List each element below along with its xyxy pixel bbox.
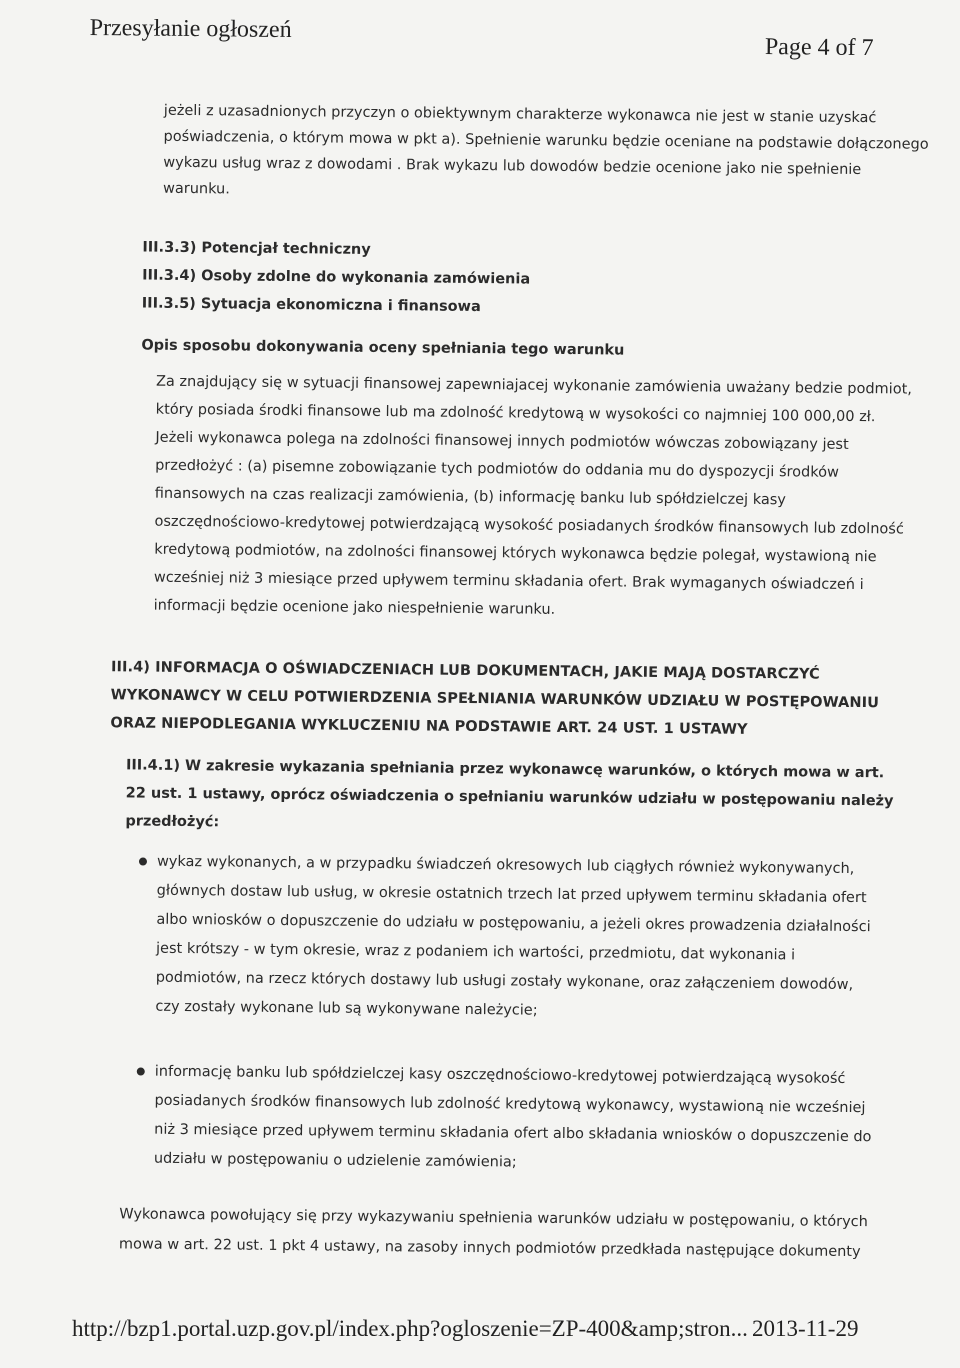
text-line: przedłożyć : (a) pisemne zobowiązanie tych podmiotów do oddania mu do dyspozycji środków	[155, 457, 839, 481]
footer-url: http://bzp1.portal.uzp.gov.pl/index.php?ogloszenie=ZP-400&amp;stron...	[72, 1316, 748, 1341]
text-line: jeżeli z uzasadnionych przyczyn o obiektywnym charakterze wykonawca nie jest w stanie uzyskać	[163, 102, 877, 127]
text-line: kredytową podmiotów, na zdolności finansowej których wykonawca będzie polegał, wystawioną nie	[154, 541, 877, 566]
text-line: mowa w art. 22 ust. 1 pkt 4 ustawy, na zasoby innych podmiotów przedkłada następujące dokumenty	[118, 1236, 861, 1261]
section-heading-line: 22 ust. 1 ustawy, oprócz oświadczenia o spełnianiu warunków udziału w postępowaniu należy	[125, 785, 894, 810]
bullet-icon	[137, 1067, 145, 1075]
text-line: Wykonawca powołujący się przy wykazywaniu spełnienia warunków udziału w postępowaniu, o których	[119, 1206, 868, 1231]
page-footer	[72, 1316, 859, 1342]
paragraph-closing	[119, 1199, 868, 1267]
page-header-title: Przesyłanie ogłoszeń	[89, 14, 292, 44]
text-line: warunku.	[162, 180, 230, 198]
text-line: finansowych na czas realizacji zamówienia, (b) informację banku lub spółdzielczej kasy	[154, 485, 786, 509]
section-heading: III.3.4) Osoby zdolne do wykonania zamówienia	[142, 267, 531, 288]
section-heading-line: III.4) INFORMACJA O OŚWIADCZENIACH LUB DOKUMENTACH, JAKIE MAJĄ DOSTARCZYĆ	[110, 659, 820, 683]
section-iii41-heading	[125, 751, 894, 843]
section-heading: III.3.5) Sytuacja ekonomiczna i finansowa	[141, 295, 481, 316]
text-line: informację banku lub spółdzielczej kasy oszczędnościowo-kredytowej potwierdzającą wysokość	[154, 1063, 846, 1087]
paragraph-condition	[163, 98, 929, 210]
text-line: posiadanych środków finansowych lub zdolność kredytową wykonawcy, wystawioną nie wcześniej	[154, 1092, 866, 1117]
text-line: głównych dostaw lub usług, w okresie ostatnich trzech lat przed upływem terminu składania ofert	[156, 882, 867, 907]
section-heading: III.3.3) Potencjał techniczny	[142, 239, 371, 258]
paragraph-financial	[154, 368, 913, 628]
text-line: wykazu usług wraz z dowodami . Brak wykazu lub dowodów bedzie ocenione jako nie spełnienie	[163, 154, 862, 179]
text-line: wcześniej niż 3 miesiące przed upływem terminu składania ofert. Brak wymaganych oświadczeń i	[153, 569, 864, 594]
bullet-icon	[139, 858, 147, 866]
page-number: Page 4 of 7	[764, 34, 874, 62]
text-line: jest krótszy - w tym okresie, wraz z podaniem ich wartości, przedmiotu, dat wykonania i	[155, 940, 796, 964]
section-heading-line: WYKONAWCY W CELU POTWIERDZENIA SPEŁNIANIA WARUNKÓW UDZIAŁU W POSTĘPOWANIU	[110, 687, 880, 712]
bullet-item-services-list	[155, 848, 871, 1029]
section-iii4-heading	[110, 653, 879, 745]
text-line: który posiada środki finansowe lub ma zdolność kredytową w wysokości co najmniej 100 000,00 zł.	[155, 401, 876, 426]
assessment-heading: Opis sposobu dokonywania oceny spełniania tego warunku	[141, 337, 625, 359]
text-line: niż 3 miesiące przed upływem terminu składania ofert albo składania wniosków o dopuszczenie do	[154, 1121, 872, 1146]
text-line: podmiotów, na rzecz których dostawy lub usługi zostały wykonane, oraz załączeniem dowodów,	[155, 969, 854, 993]
text-line: informacji będzie ocenione jako niespełnienie warunku.	[153, 597, 556, 618]
section-heading-line: ORAZ NIEPODLEGANIA WYKLUCZENIU NA PODSTAWIE ART. 24 UST. 1 USTAWY	[110, 715, 748, 738]
text-line: albo wniosków o dopuszczenie do udziału w postępowaniu, a jeżeli okres prowadzenia działalności	[156, 911, 871, 936]
text-line: czy zostały wykonane lub są wykonywane należycie;	[155, 998, 538, 1019]
text-line: Jeżeli wykonawca polega na zdolności finansowej innych podmiotów wówczas zobowiązany jest	[155, 429, 849, 453]
bullet-item-bank-info	[154, 1058, 873, 1182]
section-heading-line: przedłożyć:	[125, 813, 220, 831]
text-line: oszczędnościowo-kredytowej potwierdzającą wysokość posiadanych środków finansowych lub zdolność	[154, 513, 904, 538]
text-line: udziału w postępowaniu o udzielenie zamówienia;	[153, 1150, 517, 1171]
text-line: poświadczenia, o którym mowa w pkt a). Spełnienie warunku będzie oceniane na podstawie dołączonego	[163, 128, 929, 153]
section-list-iii3	[142, 234, 531, 322]
text-line: Za znajdujący się w sytuacji finansowej zapewniajacej wykonanie zamówienia uważany bedzie podmiot,	[155, 373, 913, 398]
footer-date: 2013-11-29	[752, 1316, 859, 1341]
text-line: wykaz wykonanych, a w przypadku świadczeń okresowych lub ciągłych również wykonywanych,	[156, 853, 855, 877]
section-heading-line: III.4.1) W zakresie wykazania spełniania przez wykonawcę warunków, o których mowa w art.	[125, 757, 885, 782]
